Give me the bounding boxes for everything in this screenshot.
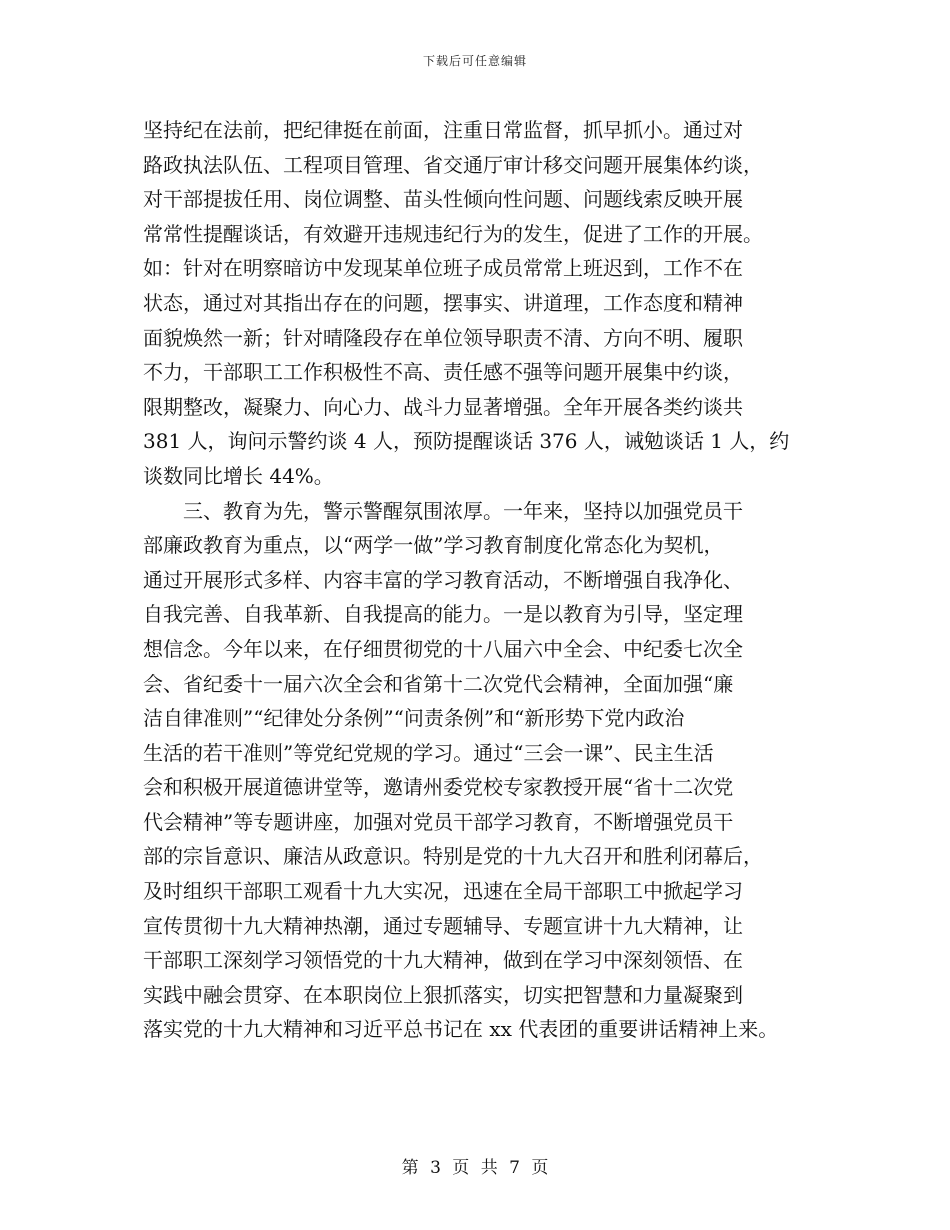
text-line: 不力，干部职工工作积极性不高、责任感不强等问题开展集中约谈， bbox=[143, 360, 743, 385]
text-line: 如：针对在明察暗访中发现某单位班子成员常常上班迟到，工作不在 bbox=[143, 256, 743, 281]
text-line: 谈数同比增长 44%。 bbox=[143, 463, 334, 488]
text-line: 及时组织干部职工观看十九大实况，迅速在全局干部职工中掀起学习 bbox=[143, 879, 743, 904]
text-line: 自我完善、自我革新、自我提高的能力。一是以教育为引导，坚定理 bbox=[143, 602, 743, 627]
text-line: 会和积极开展道德讲堂等，邀请州委党校专家教授开展“省十二次党 bbox=[143, 775, 734, 800]
text-line: 宣传贯彻十九大精神热潮，通过专题辅导、专题宣讲十九大精神，让 bbox=[143, 913, 743, 938]
text-line: 三、教育为先，警示警醒氛围浓厚。一年来，坚持以加强党员干 bbox=[183, 498, 743, 523]
text-line: 干部职工深刻学习领悟党的十九大精神，做到在学习中深刻领悟、在 bbox=[143, 948, 743, 973]
text-line: 通过开展形式多样、内容丰富的学习教育活动，不断增强自我净化、 bbox=[143, 567, 743, 592]
text-line: 实践中融会贯穿、在本职岗位上狠抓落实，切实把智慧和力量凝聚到 bbox=[143, 982, 743, 1007]
text-line: 状态，通过对其指出存在的问题，摆事实、讲道理，工作态度和精神 bbox=[143, 290, 743, 315]
text-line: 坚持纪在法前，把纪律挺在前面，注重日常监督，抓早抓小。通过对 bbox=[143, 118, 743, 142]
text-line: 代会精神”等专题讲座，加强对党员干部学习教育，不断增强党员干 bbox=[143, 809, 734, 834]
text-line: 381 人，询问示警约谈 4 人，预防提醒谈话 376 人，诫勉谈话 1 人，约 bbox=[143, 429, 790, 454]
text-line: 落实党的十九大精神和习近平总书记在 xx 代表团的重要讲话精神上来。 bbox=[143, 1017, 779, 1042]
text-line: 部的宗旨意识、廉洁从政意识。特别是党的十九大召开和胜利闭幕后， bbox=[143, 844, 763, 869]
text-line: 会、省纪委十一届六次全会和省第十二次党代会精神，全面加强“廉 bbox=[143, 671, 734, 696]
text-line: 面貌焕然一新；针对晴隆段存在单位领导职责不清、方向不明、履职 bbox=[143, 325, 743, 350]
text-line: 想信念。今年以来，在仔细贯彻党的十八届六中全会、中纪委七次全 bbox=[143, 636, 743, 661]
text-line: 洁自律准则”“纪律处分条例”“问责条例”和“新形势下党内政治 bbox=[143, 706, 685, 731]
text-line: 限期整改，凝聚力、向心力、战斗力显著增强。全年开展各类约谈共 bbox=[143, 394, 743, 419]
text-line: 对干部提拔任用、岗位调整、苗头性倾向性问题、问题线索反映开展 bbox=[143, 187, 743, 212]
text-line: 常常性提醒谈话，有效避开违规违纪行为的发生，促进了工作的开展。 bbox=[143, 221, 763, 246]
text-line: 部廉政教育为重点，以“两学一做”学习教育制度化常态化为契机， bbox=[143, 533, 724, 558]
page-header: 下载后可任意编辑 bbox=[422, 54, 527, 68]
text-line: 路政执法队伍、工程项目管理、省交通厅审计移交问题开展集体约谈， bbox=[143, 152, 763, 177]
page-number-footer: 第 3 页 共 7 页 bbox=[401, 1158, 549, 1178]
text-line: 生活的若干准则”等党纪党规的学习。通过“三会一课”、民主生活 bbox=[143, 740, 714, 765]
document-body bbox=[143, 113, 823, 1047]
